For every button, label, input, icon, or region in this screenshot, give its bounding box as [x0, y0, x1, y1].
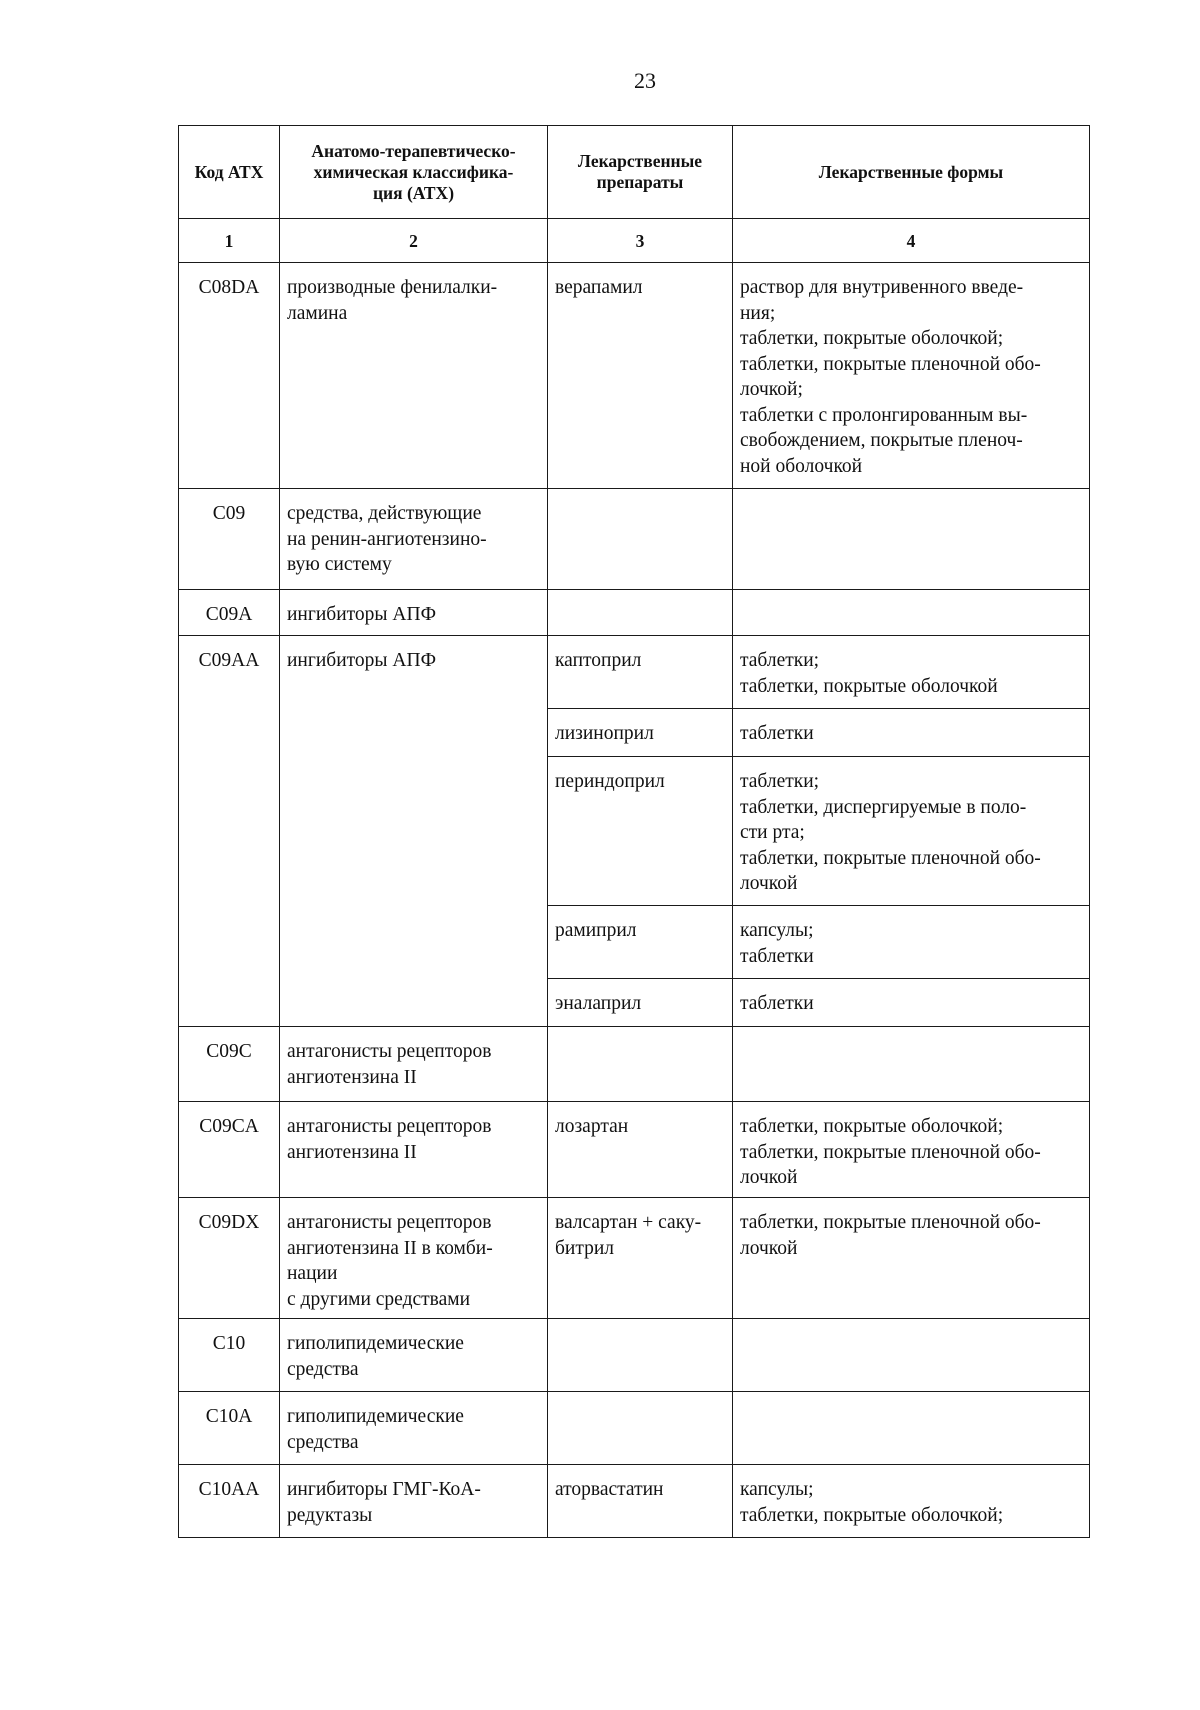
classification-cell: антагонисты рецепторов ангиотензина II: [280, 1027, 548, 1102]
atx-code-cell: C09DX: [179, 1198, 280, 1319]
dosage-forms-cell: капсулы; таблетки: [733, 906, 1090, 979]
drug-name-cell: эналаприл: [548, 979, 733, 1027]
drug-name-cell: рамиприл: [548, 906, 733, 979]
table-row: [179, 1392, 1090, 1465]
dosage-forms-cell: [733, 1392, 1090, 1465]
header-code: Код АТХ: [179, 126, 280, 219]
column-number-1: 1: [179, 219, 280, 263]
table-row: [179, 1027, 1090, 1102]
column-number-2: 2: [280, 219, 548, 263]
drug-name-cell: [548, 1027, 733, 1102]
dosage-forms-cell: таблетки, покрытые пленочной обо- лочкой: [733, 1198, 1090, 1319]
dosage-forms-cell: [733, 489, 1090, 590]
column-number-4: 4: [733, 219, 1090, 263]
drug-name-cell: лизиноприл: [548, 709, 733, 757]
atx-code-cell: C09AA: [179, 636, 280, 1027]
table-row: [179, 1198, 1090, 1319]
drug-name-cell: лозартан: [548, 1102, 733, 1198]
drug-name-cell: [548, 1392, 733, 1465]
drug-name-cell: аторвастатин: [548, 1465, 733, 1538]
drug-name-cell: верапамил: [548, 263, 733, 489]
dosage-forms-cell: таблетки, покрытые оболочкой; таблетки, покрытые пленочной обо- лочкой: [733, 1102, 1090, 1198]
dosage-forms-cell: таблетки; таблетки, диспергируемые в поло- сти рта; таблетки, покрытые пленочной обо- лочкой: [733, 757, 1090, 906]
dosage-forms-cell: таблетки; таблетки, покрытые оболочкой: [733, 636, 1090, 709]
atx-code-cell: C10A: [179, 1392, 280, 1465]
page-number: 23: [634, 68, 656, 93]
drug-name-cell: [548, 1319, 733, 1392]
dosage-forms-cell: [733, 1027, 1090, 1102]
dosage-forms-cell: таблетки: [733, 709, 1090, 757]
header-forms: Лекарственные формы: [733, 126, 1090, 219]
drug-name-cell: периндоприл: [548, 757, 733, 906]
classification-cell: антагонисты рецепторов ангиотензина II в комби- нации с другими средствами: [280, 1198, 548, 1319]
classification-cell: ингибиторы ГМГ-КоА- редуктазы: [280, 1465, 548, 1538]
atx-code-cell: C10: [179, 1319, 280, 1392]
atx-code-cell: C09C: [179, 1027, 280, 1102]
dosage-forms-cell: [733, 1319, 1090, 1392]
atx-code-cell: C10AA: [179, 1465, 280, 1538]
drug-name-cell: [548, 590, 733, 636]
table-row: [179, 489, 1090, 590]
table-row: [179, 263, 1090, 489]
classification-cell: производные фенилалки- ламина: [280, 263, 548, 489]
classification-cell: антагонисты рецепторов ангиотензина II: [280, 1102, 548, 1198]
drug-name-cell: [548, 489, 733, 590]
table-row: [179, 1319, 1090, 1392]
column-number-row: [179, 219, 1090, 263]
table-body: [179, 263, 1090, 1538]
table-row: [179, 590, 1090, 636]
table-row: [179, 636, 1090, 709]
dosage-forms-cell: таблетки: [733, 979, 1090, 1027]
classification-cell: ингибиторы АПФ: [280, 636, 548, 1027]
classification-cell: гиполипидемические средства: [280, 1319, 548, 1392]
drug-name-cell: каптоприл: [548, 636, 733, 709]
atx-code-cell: C09CA: [179, 1102, 280, 1198]
classification-cell: средства, действующие на ренин-ангиотензино- вую систему: [280, 489, 548, 590]
atx-table: [178, 125, 1090, 1538]
column-number-3: 3: [548, 219, 733, 263]
header-classification: Анатомо-терапевтическо- химическая классифика- ция (АТХ): [280, 126, 548, 219]
header-row: [179, 126, 1090, 219]
table-row: [179, 1102, 1090, 1198]
drug-name-cell: валсартан + саку- битрил: [548, 1198, 733, 1319]
classification-cell: гиполипидемические средства: [280, 1392, 548, 1465]
header-drugs: Лекарственные препараты: [548, 126, 733, 219]
atx-code-cell: C08DA: [179, 263, 280, 489]
dosage-forms-cell: капсулы; таблетки, покрытые оболочкой;: [733, 1465, 1090, 1538]
atx-code-cell: C09: [179, 489, 280, 590]
dosage-forms-cell: [733, 590, 1090, 636]
classification-cell: ингибиторы АПФ: [280, 590, 548, 636]
table-row: [179, 1465, 1090, 1538]
atx-code-cell: C09A: [179, 590, 280, 636]
dosage-forms-cell: раствор для внутривенного введе- ния; таблетки, покрытые оболочкой; таблетки, покрытые пленочной обо- лочкой; таблетки с пролонгированным вы- свобождением, покрытые пленоч- ной оболочкой: [733, 263, 1090, 489]
